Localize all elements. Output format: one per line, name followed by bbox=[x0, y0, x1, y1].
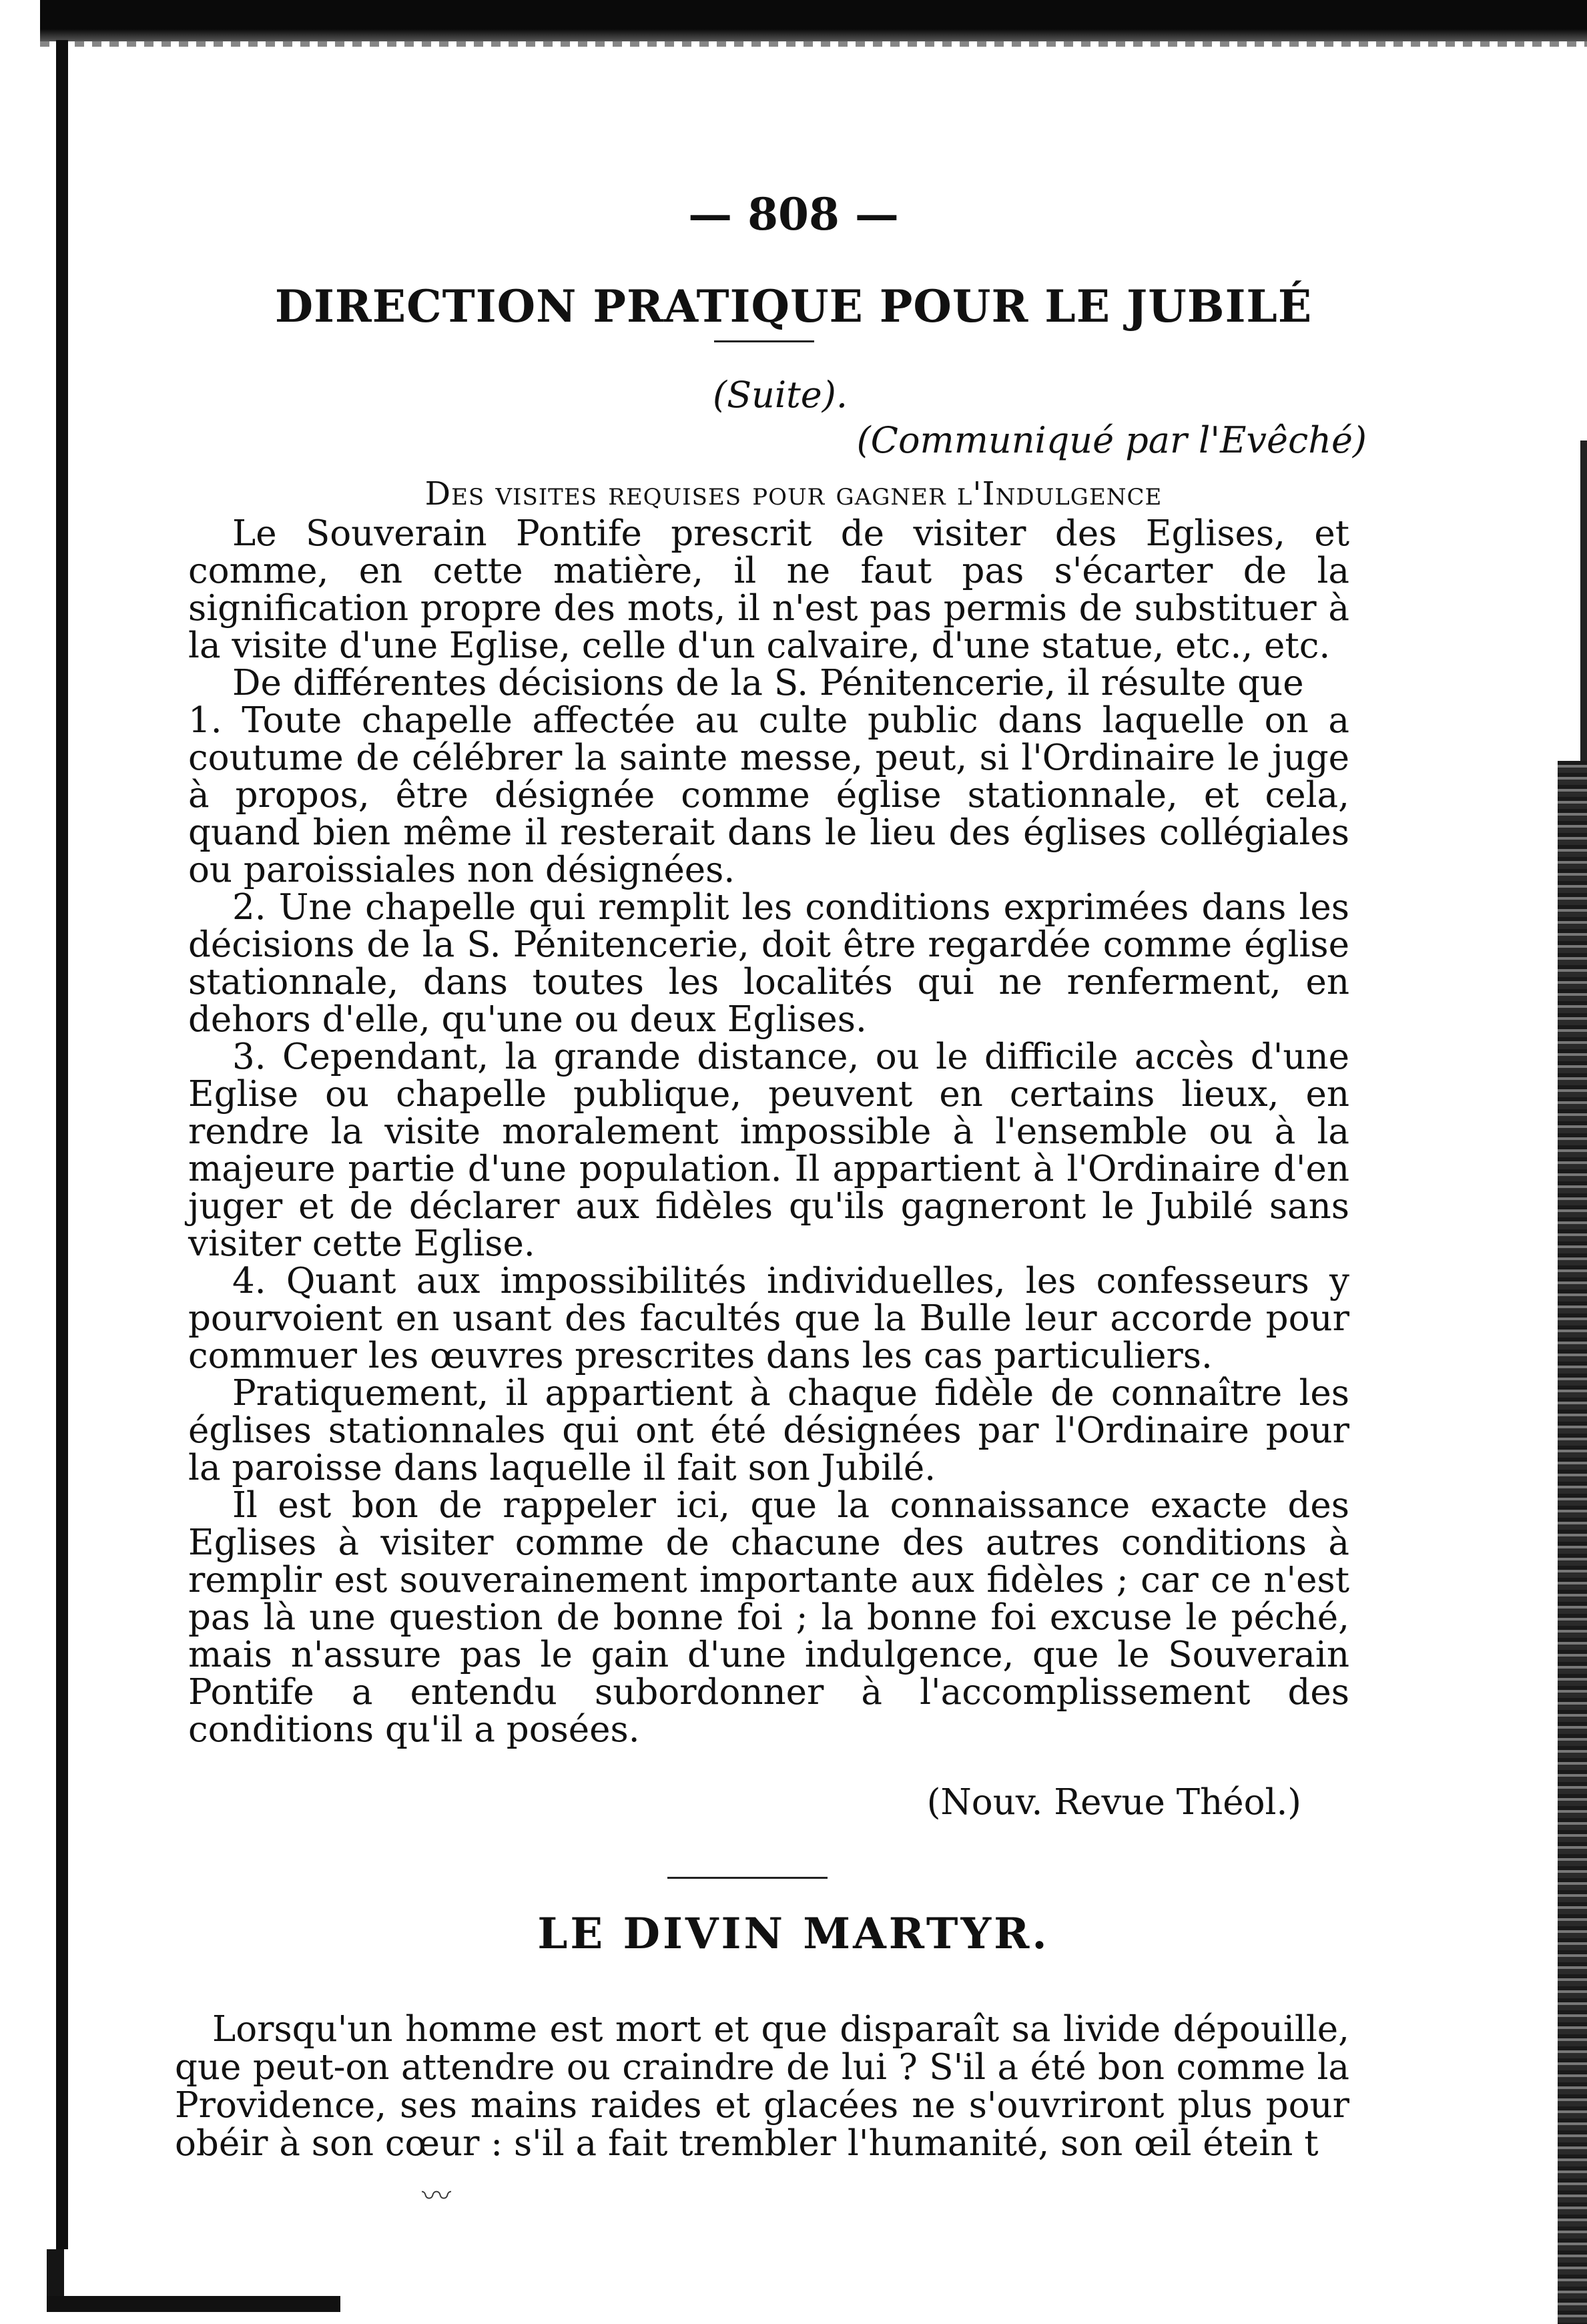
continued-label: (Suite). bbox=[713, 374, 848, 416]
page-title: DIRECTION PRATIQUE POUR LE JUBILÉ bbox=[274, 280, 1313, 332]
list-item: 4. Quant aux impossibilités individuelles, les confesseurs y pourvoient en usant des facultés que la Bulle leur accorde pour commuer les œuvres prescrites dans les cas particuliers. bbox=[188, 1261, 1349, 1376]
title-divider bbox=[714, 340, 814, 342]
scan-top-border bbox=[40, 0, 1587, 41]
section-body bbox=[188, 515, 1349, 1749]
paragraph: Pratiquement, il appartient à chaque fidèle de connaître les églises stationnales qui ont été désignées par l'Ordinaire pour la paroisse dans laquelle il fait son Jubilé. bbox=[188, 1373, 1349, 1488]
list-item: 2. Une chapelle qui remplit les conditions exprimées dans les décisions de la S. Pénitencerie, doit être regardée comme église stationnale, dans toutes les localités qui ne renferment, en dehors d'elle, qu'une ou deux Eglises. bbox=[188, 887, 1349, 1040]
ink-mark-icon: 〰 bbox=[422, 2179, 451, 2213]
scan-right-edge bbox=[1558, 761, 1587, 2324]
article-body bbox=[175, 2010, 1349, 2162]
article-title: LE DIVIN MARTYR. bbox=[537, 1909, 1050, 1959]
list-item: 1. Toute chapelle affectée au culte public dans laquelle on a coutume de célébrer la sainte messe, peut, si l'Ordinaire le juge à propos, être désignée comme église stationnale, et cela, quand bien même il resterait dans le lieu des églises collégiales ou paroissiales non désignées. bbox=[188, 700, 1349, 890]
page-number: — 808 — bbox=[688, 188, 899, 240]
list-item: 3. Cependant, la grande distance, ou le difficile accès d'une Eglise ou chapelle publique, peuvent en certains lieux, en rendre la visite moralement impossible à l'ensemble ou à la majeure partie d'une population. Il appartient à l'Ordinaire d'en juger et de déclarer aux fidèles qu'ils gagneront le Jubilé sans visiter cette Eglise. bbox=[188, 1037, 1349, 1264]
communique-credit: (Communiqué par l'Evêché) bbox=[856, 419, 1367, 461]
paragraph: Lorsqu'un homme est mort et que disparaît sa livide dépouille, que peut-on attendre ou craindre de lui ? S'il a été bon comme la Providence, ses mains raides et glacées ne s'ouvriront plus pour obéir à son cœur : s'il a fait trembler l'humanité, son œil étein t bbox=[175, 2009, 1349, 2164]
paragraph: Le Souverain Pontife prescrit de visiter des Eglises, et comme, en cette matière, il ne faut pas s'écarter de la signification propre des mots, il n'est pas permis de substituer à la visite d'une Eglise, celle d'un calvaire, d'une statue, etc., etc. bbox=[188, 513, 1349, 666]
scan-top-border-noise bbox=[40, 41, 1587, 47]
section-heading: Des visites requises pour gagner l'Indulgence bbox=[424, 475, 1163, 513]
scan-bottom-border bbox=[47, 2296, 340, 2312]
paragraph: Il est bon de rappeler ici, que la connaissance exacte des Eglises à visiter comme de chacune des autres conditions à remplir est souverainement importante aux fidèles ; car ce n'est pas là une question de bonne foi ; la bonne foi excuse le péché, mais n'assure pas le gain d'une indulgence, que le Souverain Pontife a entendu subordonner à l'accomplissement des conditions qu'il a posées. bbox=[188, 1485, 1349, 1750]
source-citation: (Nouv. Revue Théol.) bbox=[926, 1782, 1301, 1823]
article-divider bbox=[667, 1877, 828, 1879]
paragraph: De différentes décisions de la S. Pénitencerie, il résulte que bbox=[232, 663, 1304, 703]
